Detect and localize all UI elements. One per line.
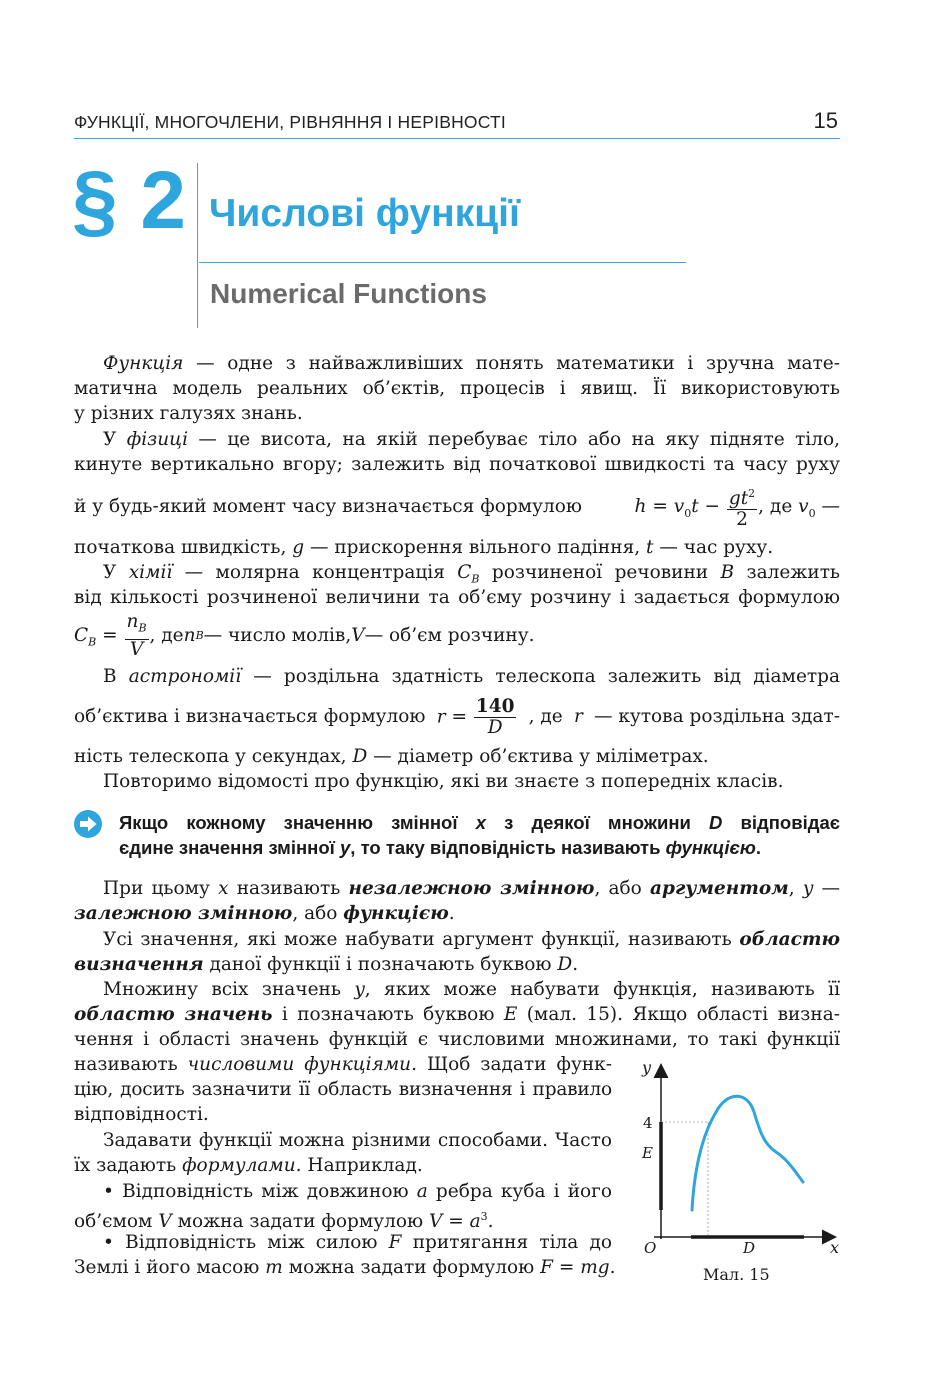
p9-line2: їх задають формулами. Наприклад. <box>74 1155 423 1176</box>
function-curve <box>692 1096 803 1210</box>
bullet-gravity-line2: Землі і його масою m можна задати формулою F = mg. <box>74 1257 616 1278</box>
p8-line4: називають числовими функціями. Щоб задати функ- <box>74 1054 612 1075</box>
section-title: Числові функції <box>209 192 520 235</box>
p2-line4: початкова швидкість, g — прискорення вільного падіння, t — час руху. <box>74 537 774 558</box>
figure-caption: Мал. 15 <box>703 1265 770 1284</box>
running-header <box>74 108 840 139</box>
p5: Повторимо відомості про функцію, які ви знаєте з попередніх класів. <box>103 771 784 792</box>
title-horizontal-rule <box>199 262 686 263</box>
p8-line6: відповідності. <box>74 1104 209 1125</box>
p2-line2: кинуте вертикально вгору; залежить від початкової швидкості та часу руху <box>74 454 840 475</box>
bullet-gravity-line1: • Відповідність між силою F притягання тіла до <box>103 1232 612 1253</box>
x-axis-label: x <box>830 1238 840 1257</box>
p1-line1: Функція — одне з найважливіших понять математики і зручна мате- <box>103 353 840 374</box>
domain-label-d: D <box>743 1239 756 1257</box>
title-vertical-rule <box>197 163 198 328</box>
section-number: § 2 <box>72 155 186 246</box>
range-label-e: E <box>642 1144 653 1162</box>
concentration-formula: $C_B$ = $\frac{n_B}{V}$ <box>74 611 147 660</box>
tick-label-4: 4 <box>643 1114 653 1132</box>
definition-box: Якщо кожному значенню змінної x з деякої множини D відповідає єдине значення змінної y, то таку відповідність називають функцією. <box>119 812 840 858</box>
p3-line1: У хімії — молярна концентрація $C_B$ розчиненої речовини B залежить <box>103 562 840 586</box>
section-subtitle: Numerical Functions <box>210 278 487 309</box>
header-title: ФУНКЦІЇ, МНОГОЧЛЕНИ, РІВНЯННЯ І НЕРІВНОСТІ <box>74 112 506 132</box>
p3-line2: від кількості розчиненої величини та об’єму розчину і задається формулою <box>74 587 840 608</box>
height-formula: $h = v_0t$ − $\frac{gt^2}{2}$ , де $v_0$ — <box>635 484 840 530</box>
bullet-cube-line2: об’ємом V можна задати формулою $V = a^3$. <box>74 1210 494 1233</box>
p1-line2: матична модель реальних об’єктів, процесів і явищ. Її використовують <box>74 378 840 399</box>
y-axis-label: y <box>642 1058 652 1077</box>
p4-line2: об’єктива і визначається формулою r = $\frac{140}{D}$ , де r — кутова роздільна здат- <box>74 695 840 738</box>
p4-line3: ність телескопа у секундах, D — діаметр об’єктива у міліметрах. <box>74 746 709 767</box>
p4-line1: В астрономії — роздільна здатність телескопа залежить від діаметра <box>103 666 840 687</box>
origin-label: O <box>644 1239 657 1257</box>
function-graph <box>636 1054 842 1290</box>
p6-line1: При цьому x називають незалежною змінною, або аргументом, y — <box>103 878 840 899</box>
p8-line1: Множину всіх значень y, яких може набувати функція, називають її <box>103 979 840 1000</box>
p6-line2: залежною змінною, або функцією. <box>74 903 455 924</box>
p8-line2: областю значень і позначають буквою E (мал. 15). Якщо області визна- <box>74 1004 841 1025</box>
p2-line3: й у будь-який момент часу визначається формулою $h = v_0t$ − $\frac{gt^2}{2}$ , де $v_0$ — <box>74 480 840 534</box>
p8-line3: чення і області значень функцій є числовими множинами, то такі функції <box>74 1029 840 1050</box>
p2-line1: У фізиці — це висота, на якій перебуває тіло або на яку підняте тіло, <box>103 429 840 450</box>
resolution-formula: r = $\frac{140}{D}$ <box>436 695 515 738</box>
p1-line3: у різних галузях знань. <box>74 403 303 424</box>
p8-line5: цію, досить зазначити її область визначення і правило <box>74 1079 612 1100</box>
page-number: 15 <box>813 108 838 133</box>
p9-line1: Задавати функції можна різними способами. Часто <box>103 1130 612 1151</box>
bullet-cube-line1: • Відповідність між довжиною a ребра куба і його <box>103 1181 613 1202</box>
arrow-right-circle-icon <box>73 809 103 839</box>
p3-line3: $C_B$ = $\frac{n_B}{V}$ , де n B — число молів, V — об’єм розчину. <box>74 611 535 660</box>
p7-line1: Усі значення, які може набувати аргумент функції, називають областю <box>103 929 840 950</box>
p7-line2: визначення даної функції і позначають буквою D. <box>74 954 579 975</box>
